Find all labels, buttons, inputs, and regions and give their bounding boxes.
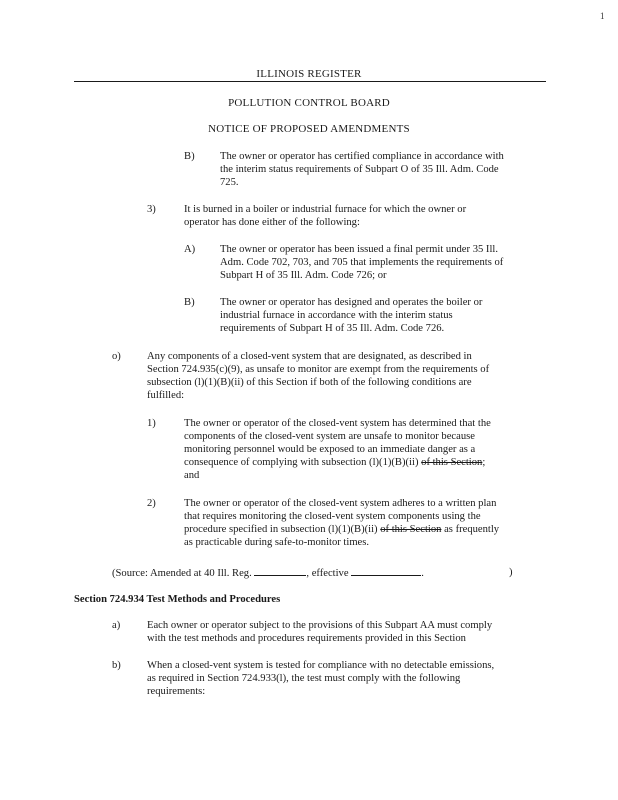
item-a-label: A)	[184, 244, 196, 255]
section-a-line: Each owner or operator subject to the provisions of this Subpart AA must comply	[147, 620, 493, 631]
item-o1-label: 1)	[147, 418, 156, 429]
item-b1-label: B)	[184, 151, 195, 162]
reg-blank	[254, 566, 306, 576]
source-effective: , effective	[306, 568, 349, 579]
item-b2-line: requirements of Subpart H of 35 Ill. Adm. Code 726.	[220, 323, 445, 334]
item-o1-line: monitoring personnel would be exposed to an immediate danger as a	[184, 444, 476, 455]
o1-text-semicolon: ;	[482, 457, 486, 468]
notice-title: NOTICE OF PROPOSED AMENDMENTS	[208, 123, 410, 135]
item-o-line: fulfilled:	[147, 390, 185, 401]
effective-blank	[351, 566, 421, 576]
item-a-text	[220, 243, 503, 282]
item-o1-line: components of the closed-vent system are unsafe to monitor because	[184, 431, 475, 442]
item-b1-text	[220, 150, 504, 189]
item-o-line: Section 724.935(c)(9), as unsafe to monitor are exempt from the requirements of	[147, 364, 490, 375]
item-b2-line: The owner or operator has designed and operates the boiler or	[220, 297, 483, 308]
board-title: POLLUTION CONTROL BOARD	[228, 97, 390, 109]
item-o1-line	[184, 456, 491, 469]
item-o-line: Any components of a closed-vent system that are designated, as described in	[147, 351, 472, 362]
source-note	[112, 566, 532, 580]
item-o2-line: that requires monitoring the closed-vent system components using the	[184, 511, 481, 522]
register-title: ILLINOIS REGISTER	[256, 68, 362, 80]
source-close: )	[509, 567, 513, 578]
corner-mark: 1	[600, 11, 605, 21]
section-a-text	[147, 619, 492, 645]
source-period: .	[421, 568, 424, 579]
section-b-line: requirements:	[147, 686, 206, 697]
o1-text-kept: consequence of complying with subsection (l)(1)(B)(ii)	[184, 457, 419, 468]
item-3-text	[184, 203, 466, 229]
o2-text-tail: as frequently	[444, 524, 500, 535]
item-o-label: o)	[112, 351, 121, 362]
item-b2-line: industrial furnace in accordance with the interim status	[220, 310, 453, 321]
item-b1-line: The owner or operator has certified compliance in accordance with	[220, 151, 504, 162]
section-heading: Section 724.934 Test Methods and Procedures	[74, 594, 281, 605]
item-o2-text	[184, 497, 499, 549]
item-b1-line: the interim status requirements of Subpart O of 35 Ill. Adm. Code	[220, 164, 499, 175]
item-o-text	[147, 350, 489, 402]
item-b1-line: 725.	[220, 177, 239, 188]
item-o2-label: 2)	[147, 498, 156, 509]
item-b2-label: B)	[184, 297, 195, 308]
item-3-line: operator has done either of the following:	[184, 217, 360, 228]
item-o2-line: as practicable during safe-to-monitor times.	[184, 537, 370, 548]
item-3-line: It is burned in a boiler or industrial furnace for which the owner or	[184, 204, 467, 215]
section-a-label: a)	[112, 620, 121, 631]
section-b-label: b)	[112, 660, 121, 671]
o2-text-deleted: of this Section	[380, 524, 442, 535]
item-3-label: 3)	[147, 204, 156, 215]
item-b2-text	[220, 296, 482, 335]
o1-text-deleted: of this Section	[421, 457, 483, 468]
section-b-line: When a closed-vent system is tested for compliance with no detectable emissions,	[147, 660, 495, 671]
item-a-line: Adm. Code 702, 703, and 705 that implements the requirements of	[220, 257, 504, 268]
item-o1-line: The owner or operator of the closed-vent system has determined that the	[184, 418, 491, 429]
item-o1-text	[184, 417, 491, 482]
item-a-line: The owner or operator has been issued a final permit under 35 Ill.	[220, 244, 498, 255]
item-a-line: Subpart H of 35 Ill. Adm. Code 726; or	[220, 270, 387, 281]
item-o1-line: and	[184, 470, 200, 481]
section-b-text	[147, 659, 494, 698]
section-b-line: as required in Section 724.933(l), the test must comply with the following	[147, 673, 461, 684]
header-rule	[74, 81, 546, 82]
section-a-line: with the test methods and procedures requirements provided in this Section	[147, 633, 466, 644]
item-o2-line	[184, 523, 499, 536]
item-o-line: subsection (l)(1)(B)(ii) of this Section if both of the following conditions are	[147, 377, 472, 388]
o2-text-kept: procedure specified in subsection (l)(1)(B)(ii)	[184, 524, 378, 535]
source-lead: (Source: Amended at 40 Ill. Reg.	[112, 568, 252, 579]
item-o2-line: The owner or operator of the closed-vent system adheres to a written plan	[184, 498, 497, 509]
